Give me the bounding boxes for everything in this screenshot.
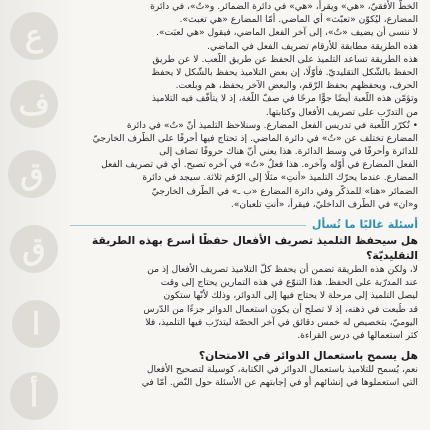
text-line: نعم، يُسمح للتلاميذ باستعمال الدوائر في الكتابة، كوسيلة لتصحيح الأفعال (146, 364, 418, 376)
text-line: وتؤمّن هذه اللّعبة أيضًا جوًّا مرحًا في صفّ اللّغة، إذ لا يتأفّف فيه التلاميذ (151, 93, 418, 105)
watermark-letter: ق (10, 225, 58, 273)
text-line: المضارع تختلف عن «تُ» في دائرة الماضي. إذ تحتاج فيها أحرفًا على الطّرف الخارجيّ (92, 132, 418, 144)
heading-rule (70, 225, 306, 226)
paragraph-present-tense (70, 119, 418, 211)
watermark-letter: ا (12, 300, 60, 348)
text-line: الفعل المضارع في أوّله وآخره. هذا فعلٌ «تُ» في آخره تصبح. أي في تصريف الفعل (101, 159, 418, 171)
text-line: هذه الطريقة تساعد التلميذ على الحفظ عن طريق اللّعب. لا عن طريق (152, 53, 418, 65)
watermark-letter: ق (8, 150, 56, 198)
text-line: الضمائر «هنا» للمذكّر وفي دائرة المضارع «ب ـ» في الطّرف الخارجيّ (151, 185, 418, 197)
text-line: المضارع. عندما يحرّك التلميذ «أنتِ» مثلًا إلى الرّقم ثلاثة. سيجد في دائرة (142, 172, 418, 184)
text-line: لا ننسى أن يضيف «تُ»، إلى آخر الفعل الماضي، فيقول «هي لعبَت». (155, 27, 418, 39)
text-line: اليوميّ، بتخصيص له خمس دقائق في آخر الحصّة ليتدرّب فيها التلميذ، فلا (145, 316, 418, 328)
question-1-continued: التقليديّة؟ (366, 249, 418, 262)
section-heading-row (70, 217, 418, 233)
text-line: قد طُبعت في ذهنه، إذ لا تصلح أن يكون استعمال الدوائر جزءًا من الدّرس (143, 303, 418, 315)
text-line: ليصل التلميذ إلى مرحلة لا يحتاج فيها إلى الدوائر، وذلك لأنّها ستكون (163, 290, 418, 302)
text-line: التي استعملوها في إنشائهم أو في إجابتهم عن الأسئلة حول النّص. أمّا في (141, 377, 418, 389)
text-line: • تُكرّر اللّعبة في تدريس الفعل المضارع. وسنلاحظ التلميذ أنّ «تُ» في دائرة (126, 119, 418, 131)
watermark-column (0, 0, 72, 430)
text-line: عند المدرّبة على الحفظ. هذا التنوّع في هذه التمارين يحتاج إلى وقت (160, 277, 418, 289)
section-heading: أسئلة غالبًا ما تُسأل (311, 218, 418, 231)
text-line: و«ان» في الطّرف الداخليّ، فيقرأ، «أنتِ تلعبان». (230, 198, 418, 210)
text-line: الحفظ بالشّكل التقليديّ. فأوّلًا، إن بعض التلاميذ يحفظ بالشّكل لا يحفظ (151, 66, 418, 78)
answer-1 (70, 263, 418, 342)
watermark-letter: ع (10, 12, 58, 60)
answer-2 (70, 363, 418, 389)
text-line: المضارع، ليُكوّن «تعبّث» أي الماضي. أمّا المضارع «هي تعبث». (179, 14, 418, 26)
watermark-letter: أ (10, 372, 58, 420)
text-line: الخطّ الأفقيّ، «هي» ويقرأ، «هي» في دائرة الضمائر. و«تُ»، في دائرة (150, 1, 418, 12)
text-line: من التدرّب على تصريف الأفعال وكتابتها. (265, 106, 418, 118)
text-line: هذه الطريقة مطابقة للأرقام تصريف الفعل في الماضي. (207, 40, 418, 52)
text-line: الحرف، ويحفظهم بحفظ الرّقم، والبعض الآخر يحفظ، هم وبلعت. (175, 80, 418, 92)
page-text (70, 0, 418, 430)
paragraph-circles-explanation (70, 0, 418, 119)
text-line: كثر استعمالها في درس القراءة. (297, 329, 418, 341)
text-line: لا، ولكن هذه الطريقة تضمن أن يحفظ كلّ التلاميذ تصريف الأفعال إذ من (147, 264, 418, 275)
text-line: للدائرة وأحرفًا في وسط الدائرة. هذا يعني أنّ هناك حروفًا تضاف إلى (159, 146, 418, 158)
question-1: هل سيحفظ التلميذ تصريف الأفعال حفظًا أسرع بهذه الطريقة (91, 234, 418, 247)
question-2 (70, 348, 418, 363)
question-2-text: هل يسمح باستعمال الدوائر في الامتحان؟ (199, 348, 418, 363)
watermark-letter: ف (10, 80, 58, 128)
